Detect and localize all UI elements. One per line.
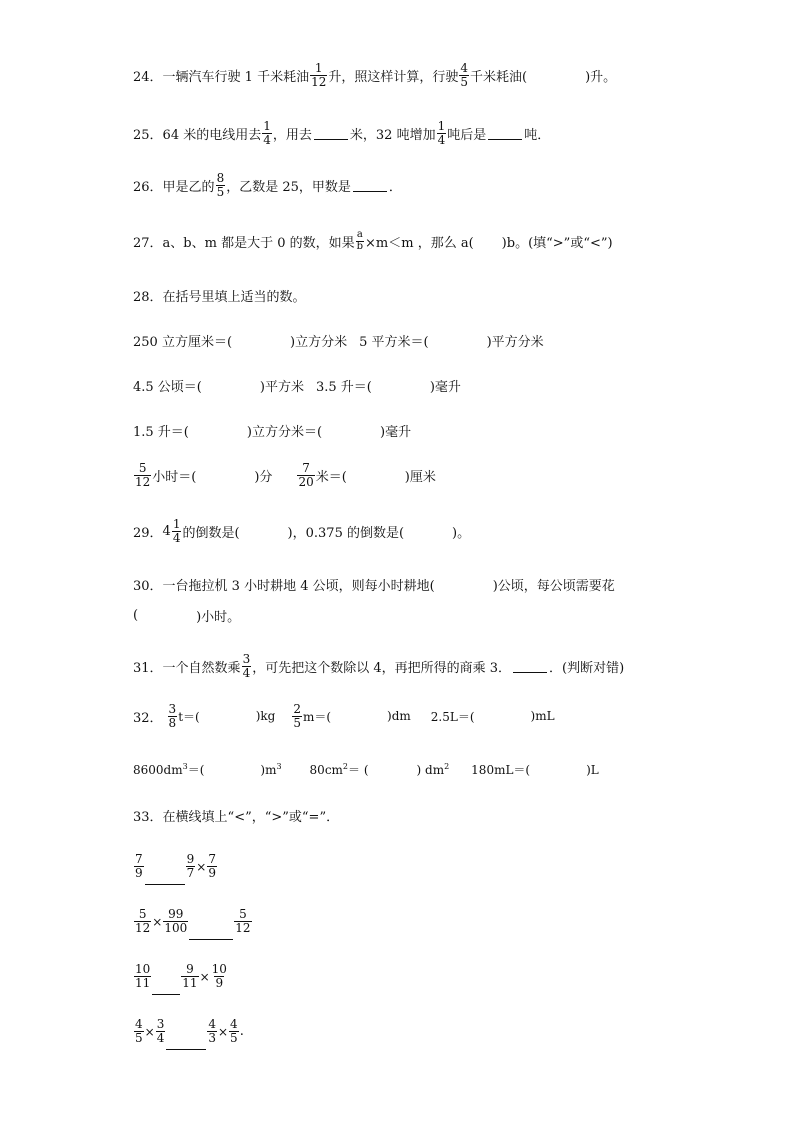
- q31-text-a: 一个自然数乘: [162, 660, 241, 676]
- q33-r4-a-den: 5: [135, 1031, 143, 1045]
- q32-number: 32．: [133, 710, 163, 726]
- q28-r2-text-a: 4.5 公顷＝(: [133, 380, 202, 395]
- q27-text-c: )b。(填“>”或“<”): [501, 235, 613, 251]
- q32-text-b: )kg: [255, 709, 276, 724]
- q24-f2-num: 4: [460, 61, 469, 75]
- q26-fraction: [216, 172, 226, 198]
- q32-fraction-2: [292, 703, 302, 729]
- q24-text-a: 一辆汽车行驶 1 千米耗油: [162, 69, 310, 85]
- q33-r4-frac-d: [229, 1018, 239, 1044]
- q28-r4-text-d: )厘米: [404, 469, 436, 485]
- q33-r4-a-num: 4: [135, 1017, 143, 1032]
- q28-row-4: [133, 462, 754, 488]
- q30-text-a: 一台拖拉机 3 小时耕地 4 公顷，则每小时耕地(: [162, 579, 435, 594]
- q33-row-4: [133, 1013, 754, 1050]
- q32-f1-num: 3: [168, 702, 177, 716]
- q32-text-l: ) dm: [416, 763, 445, 777]
- q29-f-den: 4: [172, 530, 181, 545]
- q28-r4-text-b: )分: [254, 469, 273, 485]
- q24-number: 24．: [133, 69, 163, 85]
- q28-r4-f2-den: 20: [298, 474, 314, 489]
- q33-r3-frac-a: [134, 963, 151, 989]
- q33-r3-times: ×: [199, 969, 210, 984]
- q33-r1-c-num: 7: [208, 852, 216, 867]
- q32-text-m: 180mL＝(: [471, 763, 531, 777]
- q24-text-b: 升，照这样计算，行驶: [328, 69, 459, 85]
- q33-r3-c-num: 10: [211, 962, 227, 977]
- q31-f-den: 4: [242, 665, 251, 680]
- q28-r4-text-c: 米＝(: [315, 469, 347, 485]
- q28-r4-f1-den: 12: [135, 474, 151, 489]
- q28-r1-text-a: 250 立方厘米＝(: [133, 335, 233, 350]
- q29-text-b: )，0.375 的倒数是(: [287, 525, 405, 541]
- q29-whole: 4: [162, 523, 171, 539]
- q33-row-2: [133, 903, 754, 940]
- q33-r1-blank[interactable]: [145, 870, 185, 885]
- q33-r4-d-den: 5: [230, 1031, 238, 1045]
- q32-fraction-1: [168, 703, 178, 729]
- q33-row-1: [133, 848, 754, 885]
- q33-r2-frac-b: [163, 908, 188, 934]
- q28-r2-text-c: 3.5 升＝(: [315, 380, 372, 395]
- question-24: [133, 62, 754, 88]
- q32-text-n: )L: [586, 762, 599, 777]
- question-32-row-2: [133, 761, 754, 778]
- q31-text-c: ．(判断对错): [549, 660, 625, 676]
- q28-r4-f2-num: 7: [302, 461, 310, 475]
- q25-text-d: 吨后是: [447, 127, 487, 143]
- q27-number: 27．: [133, 235, 163, 251]
- q25-f2-den: 4: [437, 132, 446, 147]
- q30-number: 30．: [133, 579, 163, 594]
- q28-r1-text-b: )立方分米: [290, 335, 348, 350]
- q25-text-e: 吨．: [524, 127, 551, 143]
- q33-r3-blank[interactable]: [152, 980, 180, 995]
- question-29: [133, 518, 754, 544]
- question-27: [133, 230, 754, 252]
- q24-fraction-1: [310, 62, 327, 88]
- q32-l-sup: 2: [444, 762, 450, 771]
- q28-r3-text-b: )立方分米＝(: [246, 425, 323, 440]
- q32-text-e: 2.5L＝(: [430, 709, 475, 724]
- q32-g-group: [133, 762, 188, 777]
- q28-title: 在括号里填上适当的数。: [162, 290, 306, 305]
- q24-f1-num: 1: [314, 61, 323, 75]
- q26-text-c: ．: [388, 179, 402, 195]
- q31-blank[interactable]: [513, 660, 547, 673]
- q33-r4-c-num: 4: [208, 1017, 216, 1032]
- q33-r4-end: .: [239, 1024, 244, 1039]
- q28-r2-text-b: )平方米: [259, 380, 304, 395]
- q33-r4-blank[interactable]: [166, 1035, 206, 1050]
- q33-number: 33．: [133, 810, 163, 825]
- q33-r2-frac-c: [234, 908, 251, 934]
- q33-r2-c-den: 12: [235, 921, 251, 935]
- q25-blank-2[interactable]: [488, 127, 522, 140]
- q25-text-c: 米，32 吨增加: [349, 127, 436, 143]
- q33-r3-frac-b: [181, 963, 198, 989]
- q26-f-num: 8: [216, 171, 225, 185]
- q32-g-sup: 3: [182, 762, 188, 771]
- q32-text-d: )dm: [387, 709, 411, 724]
- q30-text-c: (: [133, 608, 139, 623]
- q33-r2-c-num: 5: [239, 907, 247, 922]
- q33-r3-c-den: 9: [215, 976, 224, 990]
- q33-r4-d-num: 4: [230, 1017, 238, 1032]
- q28-r3-text-c: )毫升: [380, 425, 412, 440]
- q33-r1-a-den: 9: [135, 866, 143, 880]
- q33-r4-frac-b: [156, 1018, 166, 1044]
- q32-j-sup: 2: [342, 762, 349, 771]
- q28-r2-text-d: )毫升: [429, 380, 461, 395]
- q33-r3-a-den: 11: [135, 976, 151, 990]
- q33-r1-b-num: 9: [186, 852, 195, 867]
- q28-r3-text-a: 1.5 升＝(: [133, 425, 189, 440]
- q31-fraction: [242, 653, 252, 679]
- q33-r4-c-den: 3: [208, 1031, 216, 1045]
- q32-j-group: [310, 762, 348, 777]
- q32-f2-den: 5: [293, 715, 301, 730]
- q33-r4-times: ×: [144, 1024, 155, 1039]
- question-30: [133, 575, 754, 594]
- q26-blank[interactable]: [353, 179, 387, 192]
- q33-r3-a-num: 10: [135, 962, 151, 977]
- question-30-cont: [133, 606, 754, 625]
- q29-text-c: )。: [452, 525, 471, 541]
- q27-text-a: a、b、m 都是大于 0 的数，如果: [162, 235, 355, 251]
- q33-r4-times-2: ×: [217, 1024, 229, 1039]
- q28-number: 28．: [133, 290, 163, 305]
- q32-text-i: )m: [260, 763, 277, 777]
- q32-i-sup: 3: [276, 762, 282, 771]
- question-28-title: [133, 286, 754, 305]
- q24-fraction-2: [459, 62, 469, 88]
- q33-r2-times: ×: [152, 914, 163, 929]
- q26-text-a: 甲是乙的: [162, 179, 215, 195]
- q27-text-b: ×m＜m ，那么 a(: [365, 235, 474, 251]
- q32-text-j: 80cm: [309, 763, 343, 777]
- q25-number: 25．: [133, 127, 163, 143]
- q25-fraction-1: [262, 120, 272, 146]
- q33-r4-b-num: 3: [156, 1017, 165, 1032]
- q33-r2-blank[interactable]: [189, 925, 233, 940]
- q31-number: 31．: [133, 660, 163, 676]
- q30-text-b: )公顷，每公顷需要花: [492, 579, 615, 594]
- q33-r2-a-den: 12: [135, 921, 151, 935]
- q24-text-c: 千米耗油(: [470, 69, 528, 85]
- q27-fraction: [356, 230, 364, 252]
- q28-row-3: [133, 421, 754, 440]
- q33-title: 在横线填上“<”，“>”或“=”．: [162, 810, 340, 825]
- q27-f-num: a: [356, 229, 363, 240]
- q29-f-num: 1: [172, 517, 181, 531]
- q31-f-num: 3: [242, 652, 251, 666]
- q32-text-k: ＝ (: [348, 763, 369, 777]
- q24-f1-den: 12: [311, 74, 327, 89]
- q33-r2-b-num: 99: [168, 907, 184, 922]
- question-25: [133, 120, 754, 146]
- q33-r1-c-den: 9: [208, 866, 216, 880]
- q28-row-2: [133, 376, 754, 395]
- q32-text-g: 8600dm: [133, 763, 183, 777]
- q32-l-group: [417, 762, 450, 777]
- q24-f2-den: 5: [460, 74, 469, 89]
- q28-r4-fraction-1: [134, 462, 151, 488]
- q32-text-c: m＝(: [302, 709, 332, 724]
- q33-r4-b-den: 4: [156, 1031, 165, 1045]
- q33-r1-frac-a: [134, 853, 144, 879]
- q28-r4-f1-num: 5: [138, 461, 147, 475]
- q33-r3-frac-c: [211, 963, 228, 989]
- q32-text-h: ＝(: [187, 763, 205, 777]
- q33-row-3: [133, 958, 754, 995]
- q33-r1-b-den: 7: [186, 866, 195, 880]
- q26-text-b: ，乙数是 25，甲数是: [226, 179, 351, 195]
- q25-f1-num: 1: [263, 119, 271, 133]
- q32-i-group: [260, 762, 281, 777]
- q26-number: 26．: [133, 179, 163, 195]
- q32-f1-den: 8: [168, 715, 177, 730]
- q28-row-1: [133, 331, 754, 350]
- q26-f-den: 5: [216, 184, 225, 199]
- q25-f1-den: 4: [263, 132, 271, 147]
- q33-r1-frac-c: [207, 853, 217, 879]
- q28-r1-text-d: )平方分米: [486, 335, 544, 350]
- q30-text-d: )小时。: [196, 610, 241, 625]
- q28-r4-fraction-2: [297, 462, 314, 488]
- q31-text-b: ，可先把这个数除以 4，再把所得的商乘 3．: [252, 660, 512, 676]
- q33-r2-frac-a: [134, 908, 151, 934]
- q32-text-f: )mL: [530, 709, 555, 724]
- q29-fraction: [172, 518, 182, 544]
- q33-r3-b-num: 9: [186, 962, 194, 977]
- q32-text-a: t＝(: [178, 709, 200, 724]
- question-33-title: [133, 806, 754, 825]
- q33-r1-frac-b: [186, 853, 196, 879]
- question-31: [133, 653, 754, 679]
- q33-r3-b-den: 11: [182, 976, 198, 990]
- q29-text-a: 的倒数是(: [182, 525, 240, 541]
- question-26: [133, 172, 754, 198]
- q33-r4-frac-a: [134, 1018, 144, 1044]
- q33-r2-b-den: 100: [164, 921, 188, 935]
- q32-f2-num: 2: [293, 702, 301, 716]
- q33-r2-a-num: 5: [138, 907, 147, 922]
- q33-r1-a-num: 7: [135, 852, 143, 867]
- q25-blank-1[interactable]: [314, 127, 348, 140]
- q28-r4-text-a: 小时＝(: [152, 469, 197, 485]
- q25-text-a: 64 米的电线用去: [162, 127, 262, 143]
- q28-r1-text-c: 5 平方米＝(: [359, 335, 429, 350]
- q33-r1-times: ×: [196, 859, 207, 874]
- q25-fraction-2: [437, 120, 447, 146]
- q24-text-d: )升。: [585, 69, 617, 85]
- question-32: [133, 703, 754, 729]
- q25-f2-num: 1: [437, 119, 446, 133]
- q25-text-b: ，用去: [272, 127, 312, 143]
- q33-r4-frac-c: [207, 1018, 217, 1044]
- q27-f-den: b: [356, 240, 364, 252]
- q29-number: 29．: [133, 525, 163, 541]
